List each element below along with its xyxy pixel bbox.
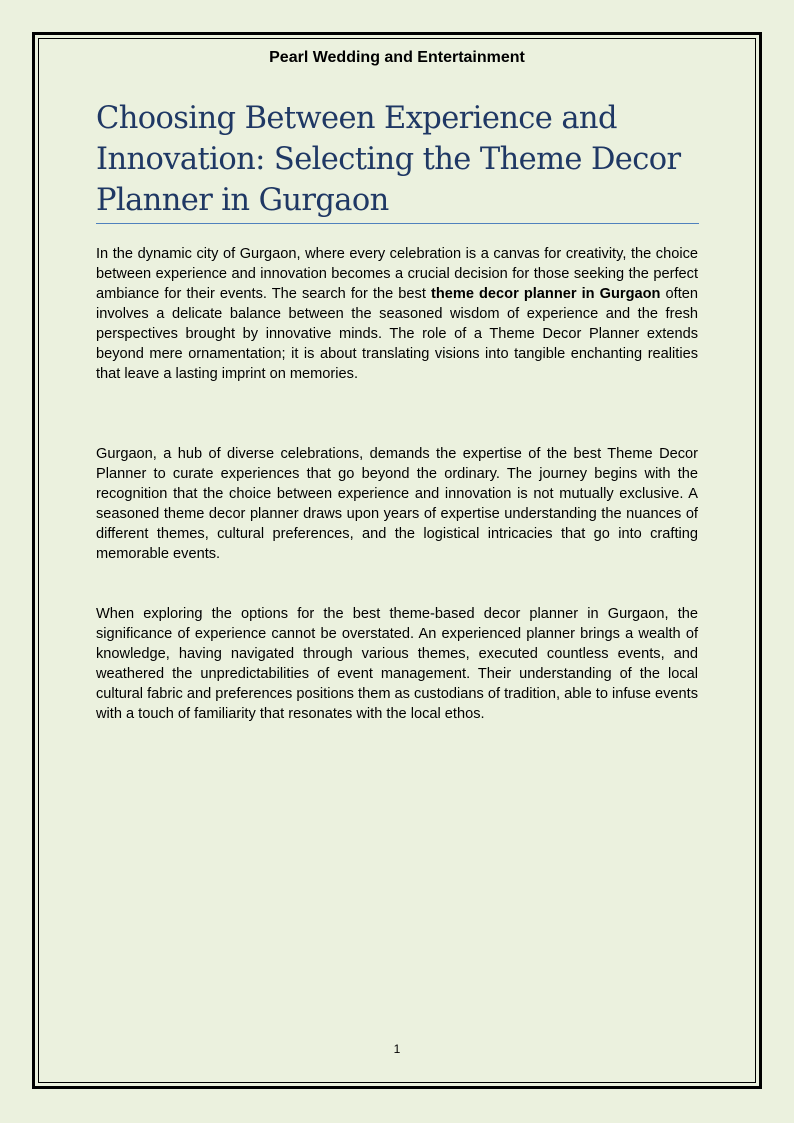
- title-underline: [96, 223, 699, 224]
- paragraph-3: When exploring the options for the best theme-based decor planner in Gurgaon, the significance of experience cannot be overstated. An experienced planner brings a wealth of knowledge, having navigated through various themes, executed countless events, and weathered the unpredictabilities of event management. Their understanding of the local cultural fabric and preferences positions them as custodians of tradition, able to infuse events with a touch of familiarity that resonates with the local ethos.: [96, 606, 698, 722]
- company-header: Pearl Wedding and Entertainment: [269, 49, 525, 66]
- paragraph-2: Gurgaon, a hub of diverse celebrations, demands the expertise of the best Theme Decor Planner to curate experiences that go beyond the ordinary. The journey begins with the recognition that the choice between experience and innovation is not mutually exclusive. A seasoned theme decor planner draws upon years of expertise understanding the nuances of different themes, cultural preferences, and the logistical intricacies that go into crafting memorable events.: [96, 446, 698, 562]
- page-number: 1: [393, 1042, 401, 1056]
- paragraph-1-text-before: In the dynamic city of Gurgaon, where every celebration is a canvas for creativity, the choice between experience and innovation becomes a crucial decision for those seeking the perfect ambiance for their events. The search for the best: [96, 246, 698, 302]
- article-title: Choosing Between Experience and Innovation: Selecting the Theme Decor Planner in Gurgaon: [96, 101, 681, 218]
- paragraph-1: [96, 244, 698, 384]
- paragraph-1-bold-keyword: theme decor planner in Gurgaon: [430, 286, 661, 302]
- paragraph-1-text-after: often involves a delicate balance between the seasoned wisdom of experience and the fresh perspectives brought by innovative minds. The role of a Theme Decor Planner extends beyond mere ornamentation; it is about translating visions into tangible enchanting realities that leave a lasting imprint on memories.: [96, 286, 698, 382]
